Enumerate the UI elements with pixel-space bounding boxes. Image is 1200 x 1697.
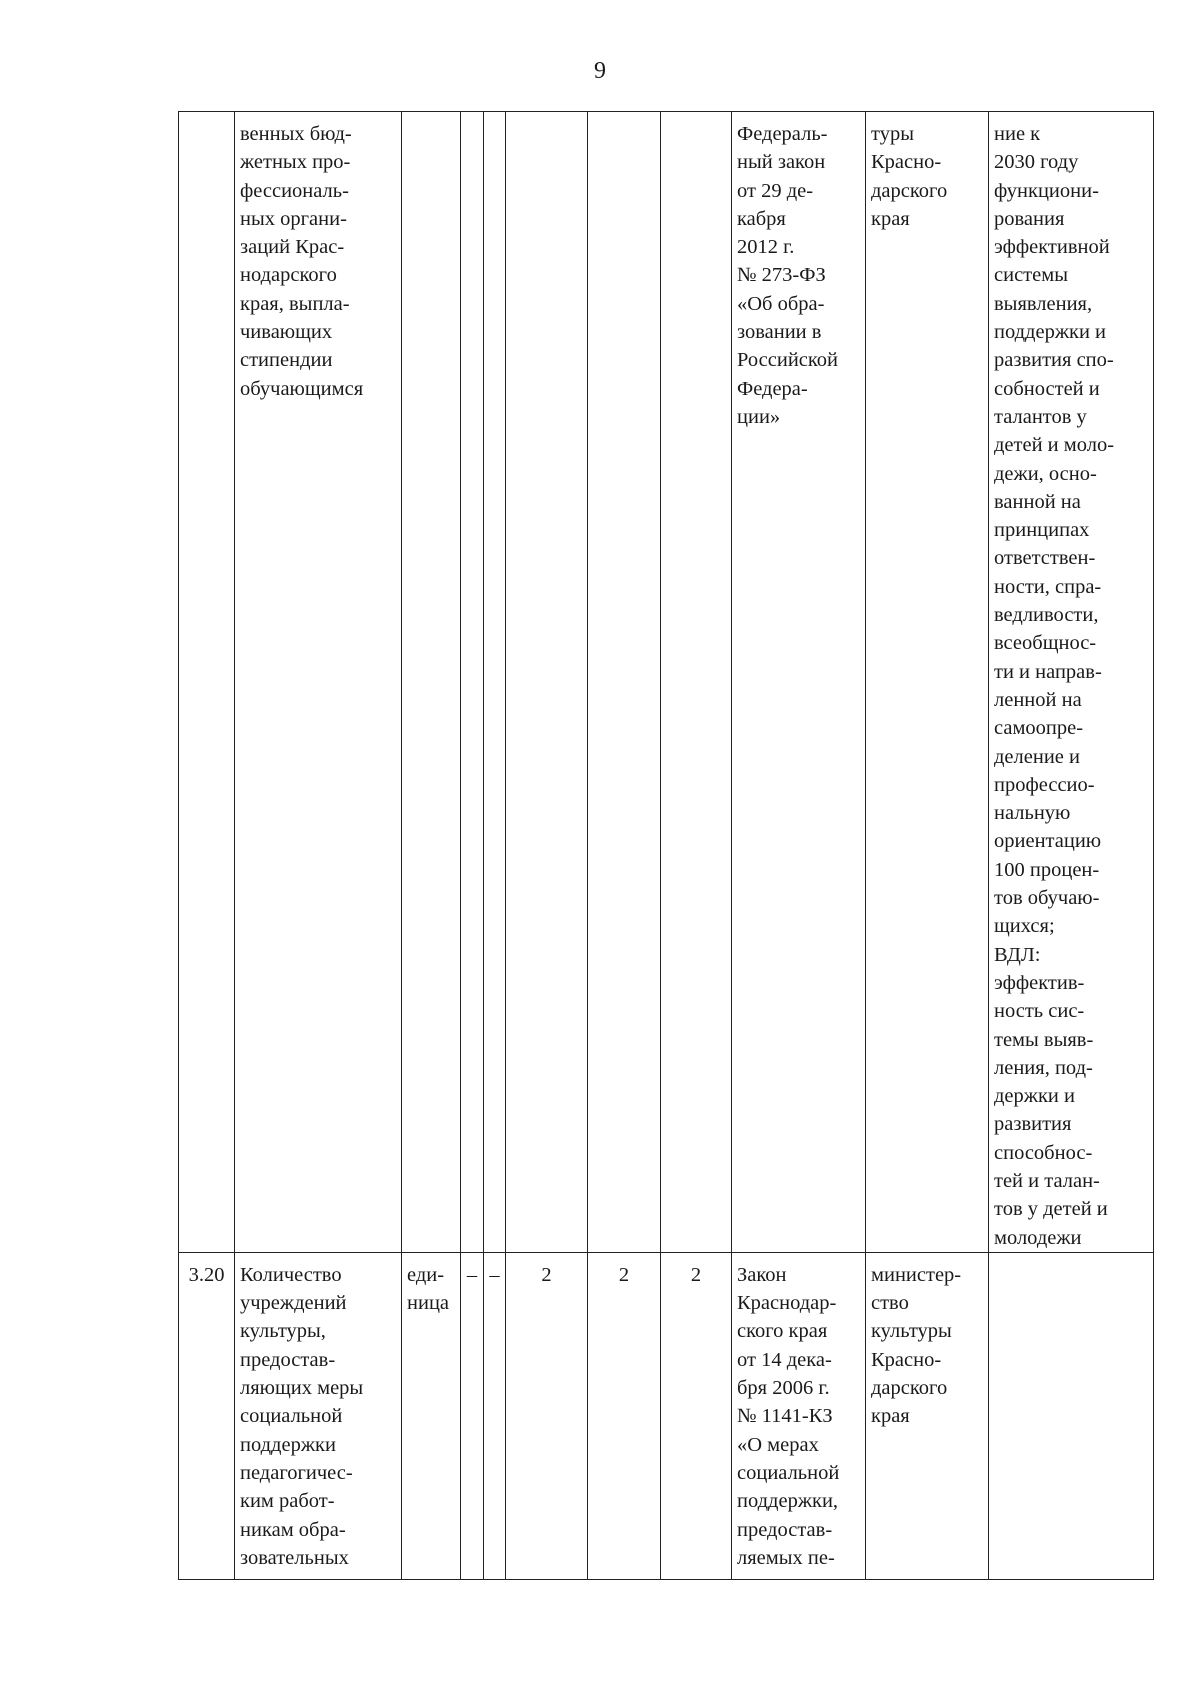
result-cell	[989, 1252, 1154, 1579]
page-number: 9	[594, 58, 606, 84]
table-row	[179, 112, 1154, 1253]
indicator-cell: Количество учреждений культуры, предостав- ляющих меры социальной поддержки педагогичес- ким работ- никам обра- зовательных	[235, 1252, 402, 1579]
value-cell-4: 2	[588, 1252, 661, 1579]
unit-cell	[402, 112, 461, 1253]
responsible-cell: министер- ство культуры Красно- дарского края	[866, 1252, 989, 1579]
value-cell-2: –	[484, 1252, 506, 1579]
value-cell-5	[661, 112, 732, 1253]
row-code	[179, 112, 235, 1253]
value-cell-5: 2	[661, 1252, 732, 1579]
row-code: 3.20	[179, 1252, 235, 1579]
responsible-cell: туры Красно- дарского края	[866, 112, 989, 1253]
result-cell: ние к 2030 году функциони- рования эффективной системы выявления, поддержки и развития спо- собностей и талантов у детей и моло- дежи, осно- ванной на принципах ответствен- ности, спра- ведливости, всеобщнос- ти и направ- ленной на самоопре- деление и профессио- нальную ориентацию 100 процен- тов обучаю- щихся; ВДЛ: эффектив- ность сис- темы выяв- ления, под- держки и развития способнос- тей и талан- тов у детей и молодежи	[989, 112, 1154, 1253]
value-cell-1	[461, 112, 484, 1253]
table-row	[179, 1252, 1154, 1579]
value-cell-3	[506, 112, 588, 1253]
indicator-cell: венных бюд- жетных про- фессиональ- ных органи- заций Крас- нодарского края, выпла- чивающих стипендии обучающимся	[235, 112, 402, 1253]
value-cell-3: 2	[506, 1252, 588, 1579]
value-cell-2	[484, 112, 506, 1253]
legal-basis-cell: Закон Краснодар- ского края от 14 дека- бря 2006 г. № 1141-КЗ «О мерах социальной поддержки, предостав- ляемых пе-	[732, 1252, 866, 1579]
unit-cell: еди- ница	[402, 1252, 461, 1579]
value-cell-1: –	[461, 1252, 484, 1579]
value-cell-4	[588, 112, 661, 1253]
legal-basis-cell: Федераль- ный закон от 29 де- кабря 2012 г. № 273-ФЗ «Об обра- зовании в Российской Федера- ции»	[732, 112, 866, 1253]
indicators-table	[178, 111, 1154, 1580]
